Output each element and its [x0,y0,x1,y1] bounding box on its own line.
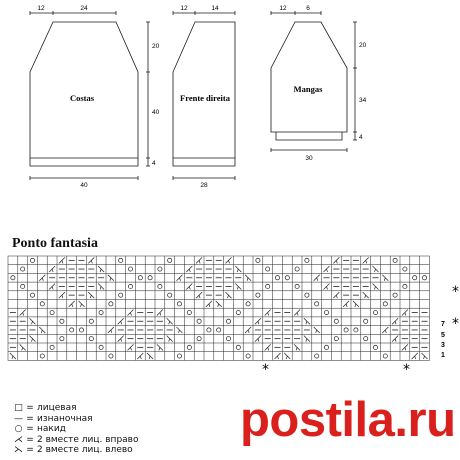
legend-equals: = [26,445,34,455]
k2tog-right-icon [88,257,94,263]
k2tog-right-icon: ⋌ [14,434,23,445]
yarn-over-icon [266,267,270,271]
yarn-over-icon [187,310,191,314]
yarn-over-icon [11,276,15,280]
yarn-over-icon [364,337,368,341]
back-dim-neck: 24 [80,5,88,12]
yarn-over-icon [393,258,397,262]
yarn-over-icon [197,319,201,323]
k2tog-right-icon [324,266,330,272]
k2tog-left-icon [363,292,369,298]
yarn-over-icon [373,345,377,349]
yarn-over-icon [60,319,64,323]
k2tog-left-icon [98,266,104,272]
sleeve-dim-width: 30 [305,155,313,162]
repeat-mark-upper: * [452,284,459,300]
k2tog-right-icon [363,257,369,263]
k2tog-right-icon [402,310,408,316]
k2tog-right-icon [196,257,202,263]
legend-equals: = [26,424,34,434]
legend [14,403,138,456]
yarn-over-icon [403,267,407,271]
yarn-over-icon [40,354,44,358]
yarn-over-icon [128,267,132,271]
yarn-over-icon [324,345,328,349]
yarn-over-icon [40,302,44,306]
yarn-over-icon [158,284,162,288]
sleeve-dim-cap-height: 20 [359,42,367,49]
k2tog-left-icon [167,318,173,324]
yarn-over-icon [217,328,221,332]
k2tog-left-icon [304,318,310,324]
yarn-over-icon [60,337,64,341]
k2tog-right-icon [59,292,65,298]
yarn-over-icon [177,354,181,358]
yarn-over-icon [168,258,172,262]
k2tog-right-icon [275,353,281,359]
yarn-over-icon [266,284,270,288]
yarn-over-icon [109,354,113,358]
k2tog-left-icon [30,318,36,324]
chart-grid [8,256,429,360]
legend-text: 2 вместе лиц. влево [37,445,133,455]
legend-text: изнаночная [37,413,93,424]
k2tog-right-icon [118,318,124,324]
row-number-3: 3 [441,342,445,349]
k2tog-left-icon [294,344,300,350]
yarn-over-icon [275,276,279,280]
sleeve-piece [271,11,357,152]
front-dim-neck: 14 [211,5,219,12]
k2tog-right-icon [108,327,114,333]
k2tog-left-icon [353,301,359,307]
yarn-over-icon [89,337,93,341]
k2tog-right-icon [255,318,261,324]
k2tog-right-icon [177,275,183,281]
yarn-over-icon [128,284,132,288]
yarn-over-icon [285,276,289,280]
k2tog-right-icon [333,292,339,298]
k2tog-right-icon [137,353,143,359]
back-dim-rib: 4 [152,160,156,167]
k2tog-left-icon [245,275,251,281]
k2tog-right-icon [186,266,192,272]
yarn-over-icon [50,345,54,349]
k2tog-left-icon [157,344,163,350]
legend-equals: = [26,413,34,424]
yarn-over-icon [383,302,387,306]
k2tog-right-icon [333,257,339,263]
k2tog-left-icon [30,336,36,342]
k2tog-left-icon [108,275,114,281]
yarn-over-icon [99,345,103,349]
k2tog-left-icon [147,353,153,359]
k2tog-left-icon [39,327,45,333]
back-dim-shoulder: 12 [37,5,45,12]
k2tog-right-icon [343,301,349,307]
k2tog-right-icon [294,310,300,316]
yarn-over-icon [207,328,211,332]
sleeve-dim-side: 12 [279,5,287,12]
yarn-over-icon [21,284,25,288]
legend-text: 2 вместе лиц. вправо [37,434,139,445]
dash-icon: — [14,413,23,424]
yarn-over-icon [158,267,162,271]
k2tog-right-icon [39,275,45,281]
sleeve-label: Mangas [293,84,323,94]
sleeve-dim-cuff: 4 [359,134,363,141]
k2tog-left-icon [422,353,428,359]
k2tog-right-icon [245,327,251,333]
repeat-start-mark-right: * [403,362,410,378]
k2tog-right-icon [206,301,212,307]
k2tog-right-icon [402,344,408,350]
legend-text: накид [37,424,66,434]
k2tog-right-icon [226,257,232,263]
yarn-over-icon [334,319,338,323]
front-label: Frente direita [180,93,230,103]
yarn-over-icon [30,258,34,262]
back-dim-armhole: 20 [152,43,160,50]
yarn-over-icon [89,319,93,323]
k2tog-left-icon [314,327,320,333]
k2tog-left-icon [79,301,85,307]
yarn-over-icon: ○ [14,424,23,434]
yarn-over-icon [315,302,319,306]
yarn-over-icon [324,310,328,314]
repeat-start-mark-left: * [262,362,269,378]
yarn-over-icon [236,345,240,349]
k2tog-right-icon [128,344,134,350]
k2tog-right-icon [196,292,202,298]
yarn-over-icon [70,328,74,332]
repeat-mark-lower: * [452,316,459,332]
k2tog-left-icon: ⋋ [14,445,23,455]
yarn-over-icon [305,258,309,262]
k2tog-left-icon [284,353,290,359]
yarn-over-icon [373,310,377,314]
yarn-over-icon [109,302,113,306]
sleeve-dim-length: 34 [359,97,367,104]
k2tog-right-icon [392,336,398,342]
yarn-over-icon [226,319,230,323]
legend-item [14,435,138,446]
yarn-over-icon [119,258,123,262]
yarn-over-icon [315,354,319,358]
k2tog-left-icon [304,336,310,342]
yarn-over-icon [383,354,387,358]
yarn-over-icon [119,293,123,297]
legend-equals: = [26,434,34,445]
chart-title: Ponto fantasia [12,236,98,251]
k2tog-right-icon [382,327,388,333]
k2tog-left-icon [98,283,104,289]
k2tog-right-icon [392,318,398,324]
k2tog-left-icon [88,292,94,298]
k2tog-right-icon [314,275,320,281]
yarn-over-icon [187,345,191,349]
yarn-over-icon [99,310,103,314]
front-dim-width: 28 [200,182,208,189]
k2tog-right-icon [186,283,192,289]
legend-equals: = [26,403,34,413]
yarn-over-icon [354,328,358,332]
k2tog-left-icon [373,266,379,272]
legend-item [14,403,138,414]
k2tog-right-icon [324,283,330,289]
back-dim-body: 40 [152,109,160,116]
yarn-over-icon [305,293,309,297]
yarn-over-icon [177,302,181,306]
k2tog-left-icon [216,301,222,307]
empty-square-icon: □ [14,403,23,413]
k2tog-right-icon [265,310,271,316]
k2tog-left-icon [226,292,232,298]
yarn-over-icon [197,337,201,341]
k2tog-right-icon [128,310,134,316]
k2tog-right-icon [265,344,271,350]
yarn-over-icon [256,258,260,262]
back-label: Costas [69,93,95,103]
stitch-chart [0,230,460,380]
k2tog-right-icon [412,353,418,359]
k2tog-right-icon [49,266,55,272]
legend-item [14,445,138,456]
yarn-over-icon [236,310,240,314]
k2tog-left-icon [235,266,241,272]
row-number-7: 7 [441,321,445,328]
k2tog-left-icon [10,353,16,359]
k2tog-left-icon [235,283,241,289]
yarn-over-icon [413,276,417,280]
k2tog-right-icon [69,301,75,307]
k2tog-left-icon [177,327,183,333]
legend-item [14,424,138,435]
yarn-over-icon [364,319,368,323]
yarn-over-icon [256,293,260,297]
k2tog-left-icon [373,283,379,289]
k2tog-right-icon [118,336,124,342]
yarn-over-icon [295,267,299,271]
yarn-over-icon [422,276,426,280]
legend-text: лицевая [37,403,77,413]
k2tog-right-icon [59,257,65,263]
row-number-1: 1 [441,352,445,359]
k2tog-left-icon [167,336,173,342]
yarn-over-icon [295,284,299,288]
k2tog-right-icon [49,283,55,289]
k2tog-right-icon [157,310,163,316]
yarn-over-icon [138,276,142,280]
yarn-over-icon [226,337,230,341]
k2tog-left-icon [20,344,26,350]
yarn-over-icon [393,293,397,297]
row-number-5: 5 [441,332,445,339]
legend-item [14,414,138,425]
yarn-over-icon [334,337,338,341]
back-dim-width: 40 [80,182,88,189]
yarn-over-icon [344,328,348,332]
yarn-over-icon [50,310,54,314]
yarn-over-icon [30,293,34,297]
yarn-over-icon [21,267,25,271]
yarn-over-icon [246,302,250,306]
sleeve-dim-cap: 6 [306,5,310,12]
yarn-over-icon [79,328,83,332]
yarn-over-icon [403,284,407,288]
yarn-over-icon [246,354,250,358]
front-dim-shoulder: 12 [180,5,188,12]
k2tog-right-icon [20,310,26,316]
yarn-over-icon [168,293,172,297]
k2tog-right-icon [255,336,261,342]
yarn-over-icon [148,276,152,280]
watermark-logo: postila.ru [240,393,456,447]
k2tog-left-icon [382,275,388,281]
